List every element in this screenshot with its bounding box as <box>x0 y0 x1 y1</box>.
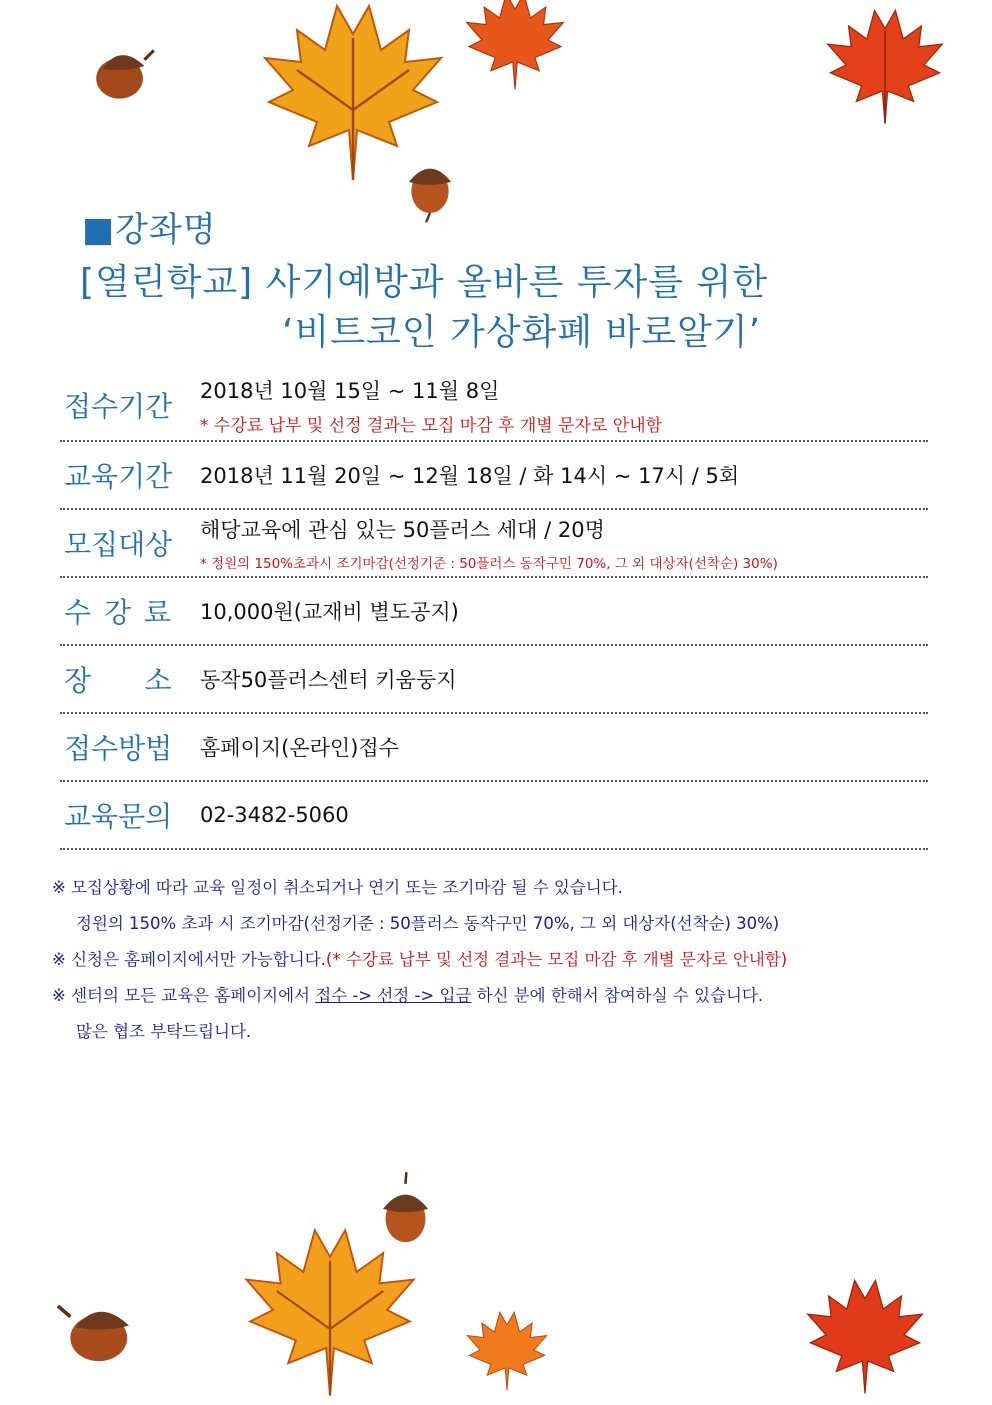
row-value: 동작50플러스센터 키움둥지 <box>200 668 457 692</box>
footnotes <box>52 870 942 1050</box>
maple-leaf-icon <box>790 1270 940 1400</box>
maple-leaf-icon <box>440 0 590 95</box>
row-value: 2018년 11월 20일 ~ 12월 18일 / 화 14시 ~ 17시 / 5회 <box>200 464 740 488</box>
footnote-thanks: 많은 협조 부탁드립니다. <box>76 1022 252 1041</box>
acorn-icon <box>78 38 158 108</box>
row-value: 해당교육에 관심 있는 50플러스 세대 / 20명 <box>200 518 605 542</box>
maple-leaf-icon <box>452 1305 562 1395</box>
row-note: * 수강료 납부 및 선정 결과는 모집 마감 후 개별 문자로 안내함 <box>200 415 663 436</box>
row-value: 2018년 10월 15일 ~ 11월 8일 <box>200 378 500 403</box>
info-row-fee <box>60 578 928 646</box>
footnote-process-steps: 접수 -> 선정 -> 입금 <box>315 986 472 1005</box>
info-row-inquiry <box>60 782 928 850</box>
info-row-target <box>60 510 928 578</box>
section-label: ■강좌명 <box>82 210 217 250</box>
footnote-fee-notice: (* 수강료 납부 및 선정 결과는 모집 마감 후 개별 문자로 안내함) <box>325 950 788 969</box>
info-row-application-method <box>60 714 928 782</box>
row-value: 02-3482-5060 <box>200 803 349 827</box>
row-label: 접수기간 <box>64 390 173 423</box>
course-title-line2: ‘비트코인 가상화폐 바로알기’ <box>282 312 762 353</box>
acorn-icon <box>368 1168 443 1253</box>
maple-leaf-icon <box>815 0 955 130</box>
footnote-online-only-text: ※ 신청은 홈페이지에서만 가능합니다. <box>52 950 326 969</box>
footnote-process-suffix: 하신 분에 한해서 참여하실 수 있습니다. <box>471 986 764 1005</box>
row-label: 모집대상 <box>64 528 173 561</box>
row-label: 장 소 <box>64 664 172 697</box>
info-row-education-period <box>60 442 928 510</box>
info-row-location <box>60 646 928 714</box>
footnote-online-only <box>52 942 942 978</box>
row-label: 수 강 료 <box>64 596 173 629</box>
row-note: * 정원의 150%초과시 조기마감(선정기준 : 50플러스 동작구민 70%, 그 외 대상자(선착순) 30%) <box>200 556 778 572</box>
row-label: 접수방법 <box>64 732 173 765</box>
info-table <box>60 370 928 850</box>
row-value: 홈페이지(온라인)접수 <box>200 736 399 760</box>
footnote-schedule-change: ※ 모집상황에 따라 교육 일정이 취소되거나 연기 또는 조기마감 될 수 있습니다. <box>52 878 623 897</box>
footnote-process <box>52 978 942 1014</box>
footnote-early-close: 정원의 150% 초과 시 조기마감(선정기준 : 50플러스 동작구민 70%, 그 외 대상자(선착순) 30%) <box>76 914 780 933</box>
row-label: 교육문의 <box>64 800 173 833</box>
footnote-process-prefix: ※ 센터의 모든 교육은 홈페이지에서 <box>52 986 316 1005</box>
info-row-application-period <box>60 370 928 442</box>
row-label: 교육기간 <box>64 460 173 493</box>
acorn-icon <box>52 1290 142 1370</box>
row-value: 10,000원(교재비 별도공지) <box>200 600 459 624</box>
course-title-line1: [열린학교] 사기예방과 올바른 투자를 위한 <box>80 262 769 303</box>
acorn-icon <box>395 145 465 225</box>
